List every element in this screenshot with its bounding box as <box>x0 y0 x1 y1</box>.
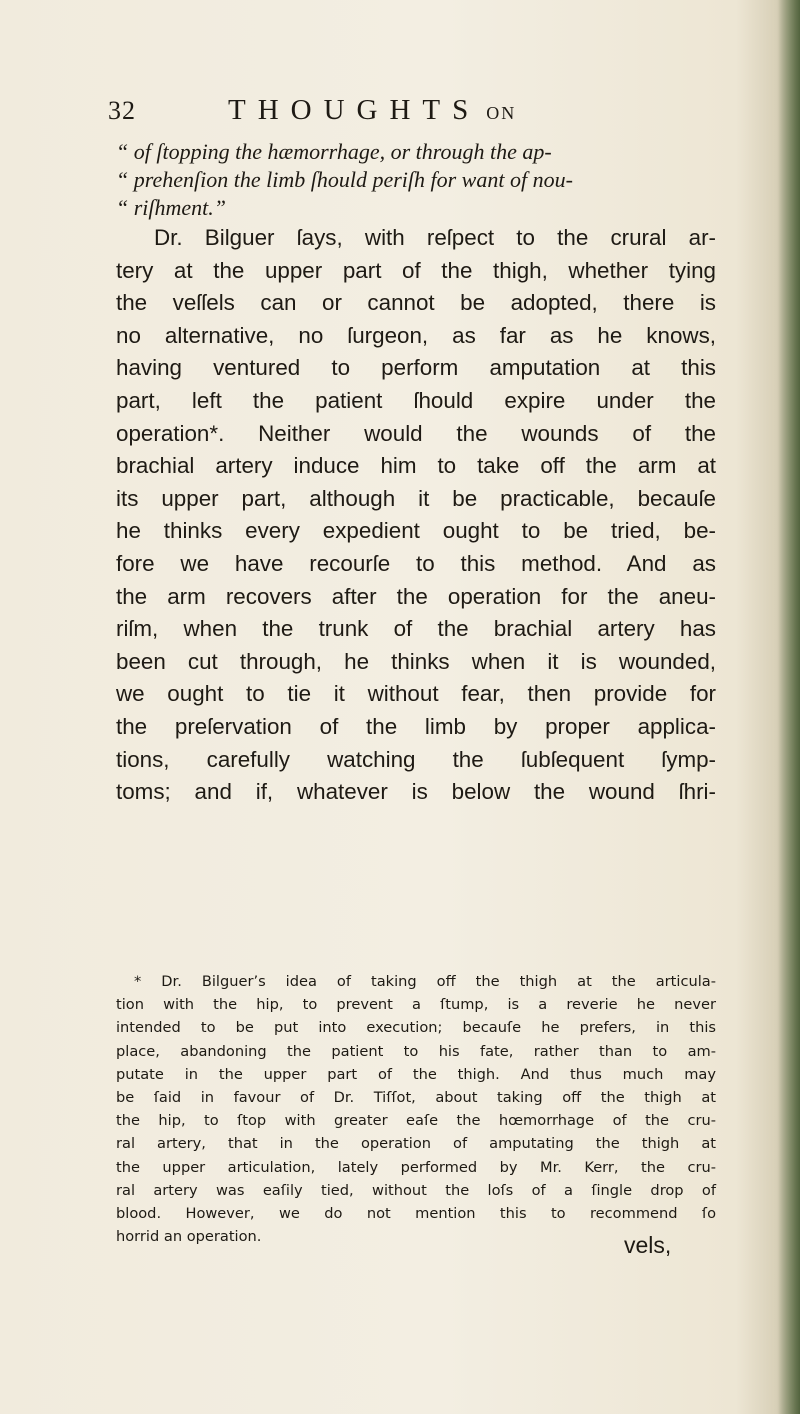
body-line: brachial artery induce him to take off the arm at <box>116 453 716 479</box>
footnote-line: intended to be put into execution; becauſe he prefers, in this <box>116 1019 716 1037</box>
body-line: the preſervation of the limb by proper applica- <box>116 713 716 739</box>
body-line: toms; and if, whatever is below the wound ſhri- <box>116 779 716 805</box>
running-title-suffix: ON <box>486 103 517 123</box>
quote-line: “ of ſtopping the hæmorrhage, or through the ap- <box>116 139 552 164</box>
page-edge-shadow <box>778 0 800 1414</box>
running-title <box>228 94 516 127</box>
body-paragraph <box>116 222 716 809</box>
body-line: its upper part, although it be practicable, becauſe <box>116 485 716 511</box>
catchword: vels, <box>624 1232 672 1258</box>
body-line: the arm recovers after the operation for the aneu- <box>116 583 716 609</box>
footnote-line: blood. However, we do not mention this to recommend ſo <box>116 1205 716 1223</box>
footnote-line: place, abandoning the patient to his fate, rather than to am- <box>116 1042 716 1060</box>
body-line: operation*. Neither would the wounds of the <box>116 420 716 446</box>
footnote <box>116 970 716 1248</box>
footnote-line: tion with the hip, to prevent a ſtump, is a reverie he never <box>116 996 716 1014</box>
footnote-line: be ſaid in favour of Dr. Tiſſot, about taking off the thigh at <box>116 1089 716 1107</box>
quote-line: “ prehenſion the limb ſhould periſh for want of nou- <box>116 167 573 192</box>
body-line: part, left the patient ſhould expire under the <box>116 387 716 413</box>
quoted-passage <box>116 138 716 222</box>
quote-line: “ riſhment.” <box>116 195 227 220</box>
footnote-line: the hip, to ſtop with greater eaſe the hœmorrhage of the cru- <box>116 1112 716 1130</box>
body-line: no alternative, no ſurgeon, as far as he knows, <box>116 322 716 348</box>
footnote-line: * Dr. Bilguer’s idea of taking off the thigh at the articula- <box>134 973 716 990</box>
body-line: riſm, when the trunk of the brachial artery has <box>116 616 716 642</box>
body-line: he thinks every expedient ought to be tried, be- <box>116 518 716 544</box>
page-header <box>108 92 708 132</box>
body-line: tions, carefully watching the ſubſequent ſymp- <box>116 746 716 772</box>
footnote-line: ral artery was eaſily tied, without the loſs of a ſingle drop of <box>116 1181 716 1199</box>
page-number: 32 <box>108 96 136 125</box>
body-line: the veſſels can or cannot be adopted, there is <box>116 290 716 316</box>
running-title-main: THOUGHTS <box>228 94 481 126</box>
body-line: we ought to tie it without fear, then provide for <box>116 681 716 707</box>
body-line: been cut through, he thinks when it is wounded, <box>116 648 716 674</box>
body-line: fore we have recourſe to this method. And as <box>116 550 716 576</box>
footnote-line: putate in the upper part of the thigh. And thus much may <box>116 1065 716 1083</box>
footnote-line: horrid an operation. <box>116 1228 262 1246</box>
body-line: Dr. Bilguer ſays, with reſpect to the crural ar- <box>154 225 716 250</box>
footnote-line: ral artery, that in the operation of amputating the thigh at <box>116 1135 716 1153</box>
footnote-line: the upper articulation, lately performed by Mr. Kerr, the cru- <box>116 1158 716 1176</box>
body-line: tery at the upper part of the thigh, whether tying <box>116 257 716 283</box>
body-line: having ventured to perform amputation at this <box>116 355 716 381</box>
